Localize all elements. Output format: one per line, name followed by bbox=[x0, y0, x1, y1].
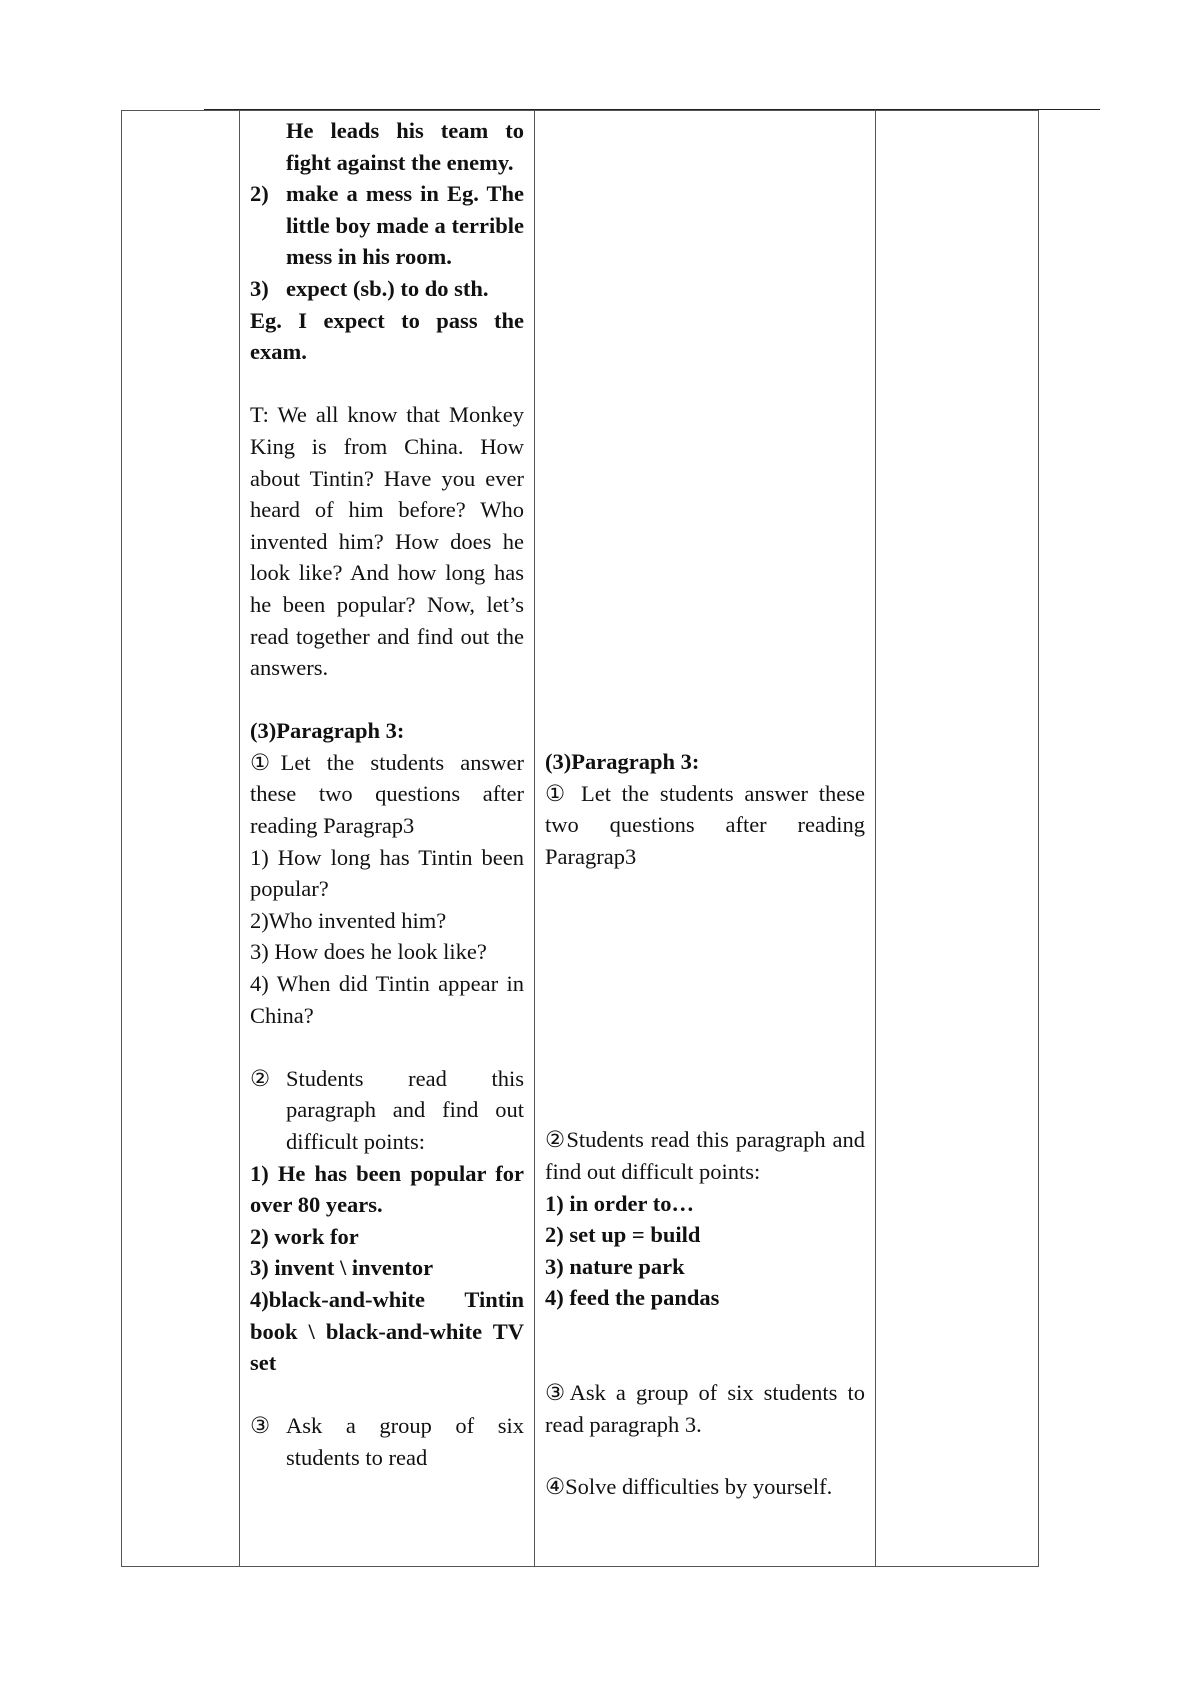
step-3-text: Ask a group of six students to read bbox=[286, 1413, 524, 1470]
column-3-cell bbox=[535, 111, 876, 1567]
question-3: 3) How does he look like? bbox=[250, 939, 487, 965]
step-2-text: Students read this paragraph and find out difficult points: bbox=[286, 1065, 524, 1154]
point-2: 2) set up = build bbox=[545, 1222, 701, 1248]
table-row bbox=[122, 111, 1039, 1567]
paragraph-3-intro: ①Let the students answer these two questions after reading Paragrap3 bbox=[250, 749, 524, 839]
point-1: 1) in order to… bbox=[545, 1190, 694, 1216]
paragraph-3-intro: ① Let the students answer these two questions after reading Paragrap3 bbox=[545, 780, 865, 869]
paragraph-3-heading: (3)Paragraph 3: bbox=[250, 718, 405, 744]
point-2: 2) work for bbox=[250, 1223, 359, 1249]
question-2: 2)Who invented him? bbox=[250, 907, 447, 933]
column-2-cell bbox=[240, 111, 535, 1567]
list-item: ③ Ask a group of six students to read bbox=[250, 1410, 524, 1473]
step-4-text: ④Solve difficulties by yourself. bbox=[545, 1474, 833, 1500]
question-4: 4) When did Tintin appear in China? bbox=[250, 971, 524, 1028]
point-4: 4)black-and-white Tintin book \ black-and-white TV set bbox=[250, 1286, 524, 1376]
column-4-cell bbox=[876, 111, 1039, 1567]
paragraph-3-heading: (3)Paragraph 3: bbox=[545, 749, 700, 774]
column-1-cell bbox=[122, 111, 240, 1567]
point-4: 4) feed the pandas bbox=[545, 1285, 720, 1311]
teacher-talk: T: We all know that Monkey King is from China. How about Tintin? Have you ever heard of him before? Who invented him? How does he look like? And how long has he been popular? Now, let’s read together and find out the answers. bbox=[250, 402, 524, 681]
point-make-a-mess: make a mess in Eg. The little boy made a terrible mess in his room. bbox=[286, 181, 524, 270]
point-1: 1) He has been popular for over 80 years. bbox=[250, 1160, 524, 1218]
example-expect: Eg. I expect to pass the exam. bbox=[250, 307, 524, 365]
lesson-plan-table bbox=[121, 110, 1039, 1567]
point-3: 3) invent \ inventor bbox=[250, 1255, 434, 1281]
point-expect: expect (sb.) to do sth. bbox=[286, 275, 489, 301]
list-item: 3) expect (sb.) to do sth. bbox=[250, 273, 524, 305]
question-1: 1) How long has Tintin been popular? bbox=[250, 844, 524, 902]
list-item: 2) make a mess in Eg. The little boy made a terrible mess in his room. bbox=[250, 178, 524, 273]
example-sentence-leads: He leads his team to fight against the enemy. bbox=[286, 118, 524, 175]
step-2-text: ②Students read this paragraph and find out difficult points: bbox=[545, 1127, 865, 1184]
list-item: ② Students read this paragraph and find out difficult points: bbox=[250, 1063, 524, 1158]
step-3-text: ③Ask a group of six students to read paragraph 3. bbox=[545, 1379, 865, 1437]
point-3: 3) nature park bbox=[545, 1253, 685, 1279]
